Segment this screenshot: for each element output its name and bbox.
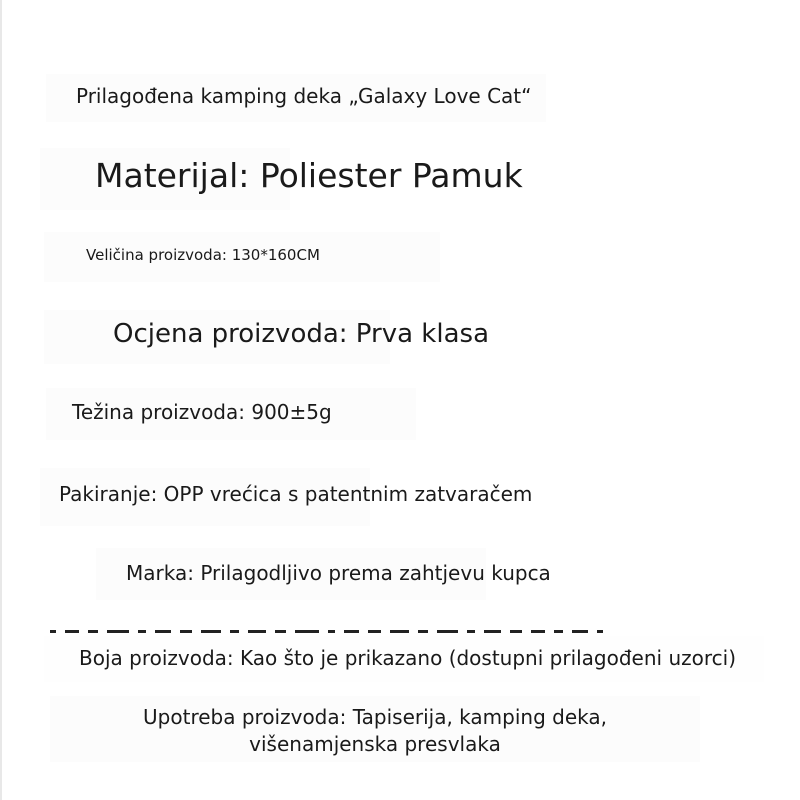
- spec-packing: Pakiranje: OPP vrećica s patentnim zatvaračem: [40, 468, 370, 526]
- spec-color: Boja proizvoda: Kao što je prikazano (dostupni prilagođeni uzorci): [44, 636, 764, 682]
- spec-size: Veličina proizvoda: 130*160CM: [44, 232, 440, 282]
- spec-usage: Upotreba proizvoda: Tapiserija, kamping deka, višenamjenska presvlaka: [50, 696, 700, 762]
- spec-material: Materijal: Poliester Pamuk: [40, 148, 290, 210]
- product-title: Prilagođena kamping deka „Galaxy Love Cat“: [46, 74, 546, 122]
- spec-brand: Marka: Prilagodljivo prema zahtjevu kupca: [96, 548, 486, 600]
- spec-weight: Težina proizvoda: 900±5g: [46, 388, 416, 440]
- page-left-border: [0, 0, 2, 800]
- spec-grade: Ocjena proizvoda: Prva klasa: [44, 310, 390, 364]
